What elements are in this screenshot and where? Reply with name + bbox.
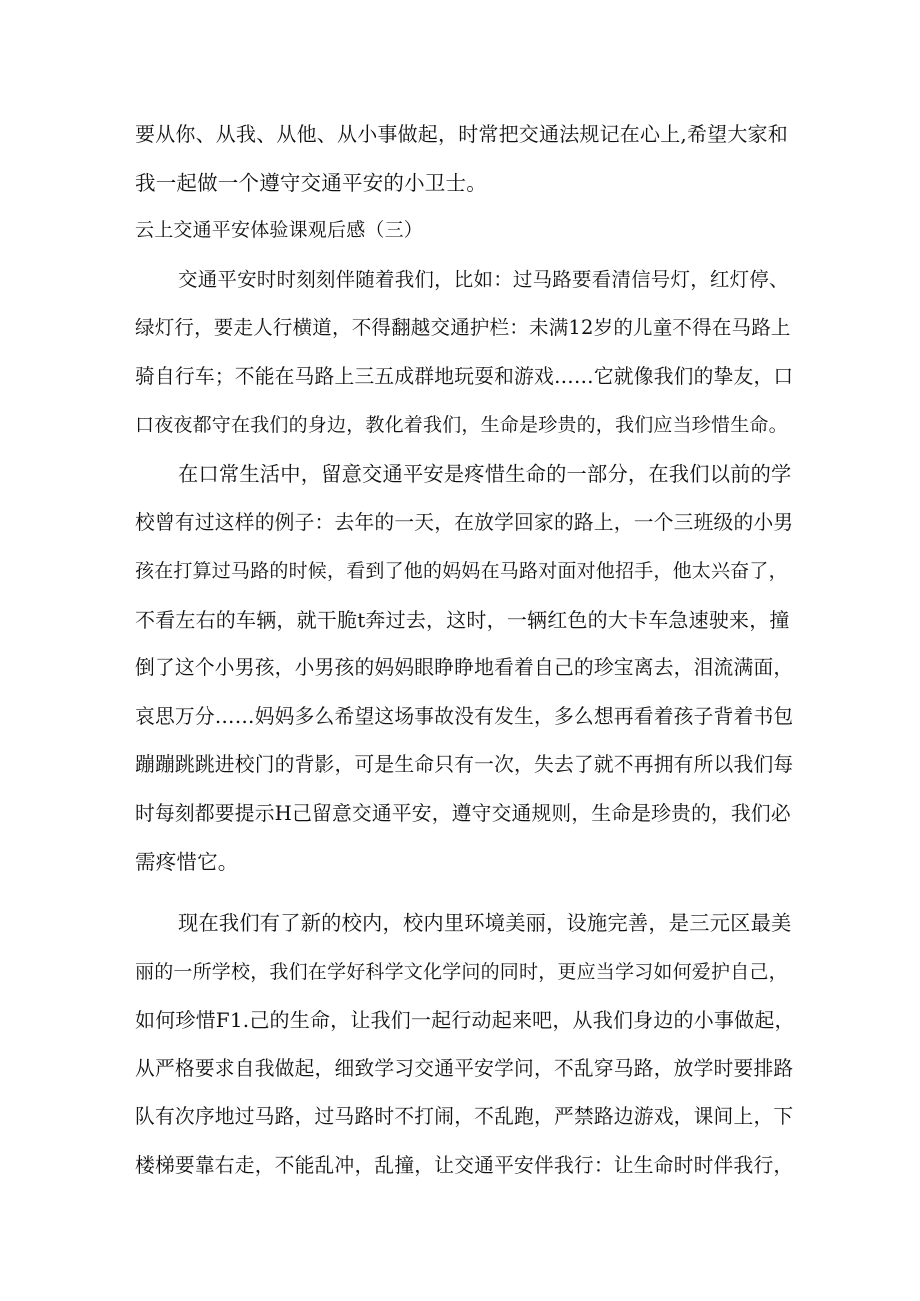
text-line-5: 绿灯行，要走人行横道，不得翻越交通护栏：未满12岁的儿童不得在马路上: [135, 316, 791, 339]
text-line-18: 丽的一所学校，我们在学好科学文化学问的同时，更应当学习如何爱护自己，: [135, 961, 788, 983]
text-line-12: 倒了这个小男孩，小男孩的妈妈眼睁睁地看着自己的珍宝离去，泪流满面，: [135, 656, 794, 679]
text-line-14: 蹦蹦跳跳进校门的背影，可是生命只有一次，失去了就不再拥有所以我们每: [135, 753, 794, 776]
text-line-20: 从严格要求自我做起，细致学习交通平安学问，不乱穿马路，放学时要排路: [135, 1057, 794, 1080]
text-line-4: 交通平安时时刻刻伴随着我们，比如：过马路要看清信号灯，红灯停、: [178, 268, 789, 291]
text-line-15: 时每刻都要提示H己留意交通平安，遵守交通规则，生命是珍贵的，我们必: [135, 802, 791, 825]
text-line-8: 在口常生活中，留意交通平安是疼惜生命的一部分，在我们以前的学: [178, 462, 792, 486]
section-heading: 云上交通平安体验课观后感（三）: [135, 219, 424, 241]
text-line-17: 现在我们有了新的校内，校内里环境美丽，设施完善，是三元区最美: [178, 911, 792, 935]
text-line-19: 如何珍惜F1.己的生命，让我们一起行动起来吧，从我们身边的小事做起，: [135, 1008, 795, 1032]
text-line-6: 骑自行车；不能在马路上三五成群地玩耍和游戏……它就像我们的挚友，口: [135, 365, 794, 388]
text-line-2: 我一起做一个遵守交通平安的小卫士。: [135, 171, 487, 195]
text-line-7: 口夜夜都守在我们的身边，教化着我们，生命是珍贵的，我们应当珍惜生命。: [135, 414, 788, 436]
text-line-13: 哀思万分……妈妈多么希望这场事故没有发生，多么想再看着孩子背着书包: [135, 705, 794, 728]
text-line-10: 孩在打算过马路的时候，看到了他的妈妈在马路对面对他招手，他太兴奋了，: [135, 560, 788, 582]
text-line-9: 校曾有过这样的例子：去年的一天，在放学回家的路上，一个三班级的小男: [135, 511, 794, 534]
text-line-11: 不看左右的车辆，就干脆t奔过去，这时，一辆红色的大卡车急速驶来，撞: [135, 608, 790, 632]
text-line-22: 楼梯要靠右走，不能乱冲，乱撞，让交通平安伴我行：让生命时时伴我行，: [135, 1154, 794, 1177]
text-line-21: 队有次序地过马路，过马路时不打闹，不乱跑，严禁路边游戏，课间上，下: [135, 1105, 794, 1128]
text-line-16: 需疼惜它。: [135, 850, 239, 874]
text-line-1: 要从你、从我、从他、从小事做起，时常把交通法规记在心上,希望大家和: [135, 122, 788, 146]
